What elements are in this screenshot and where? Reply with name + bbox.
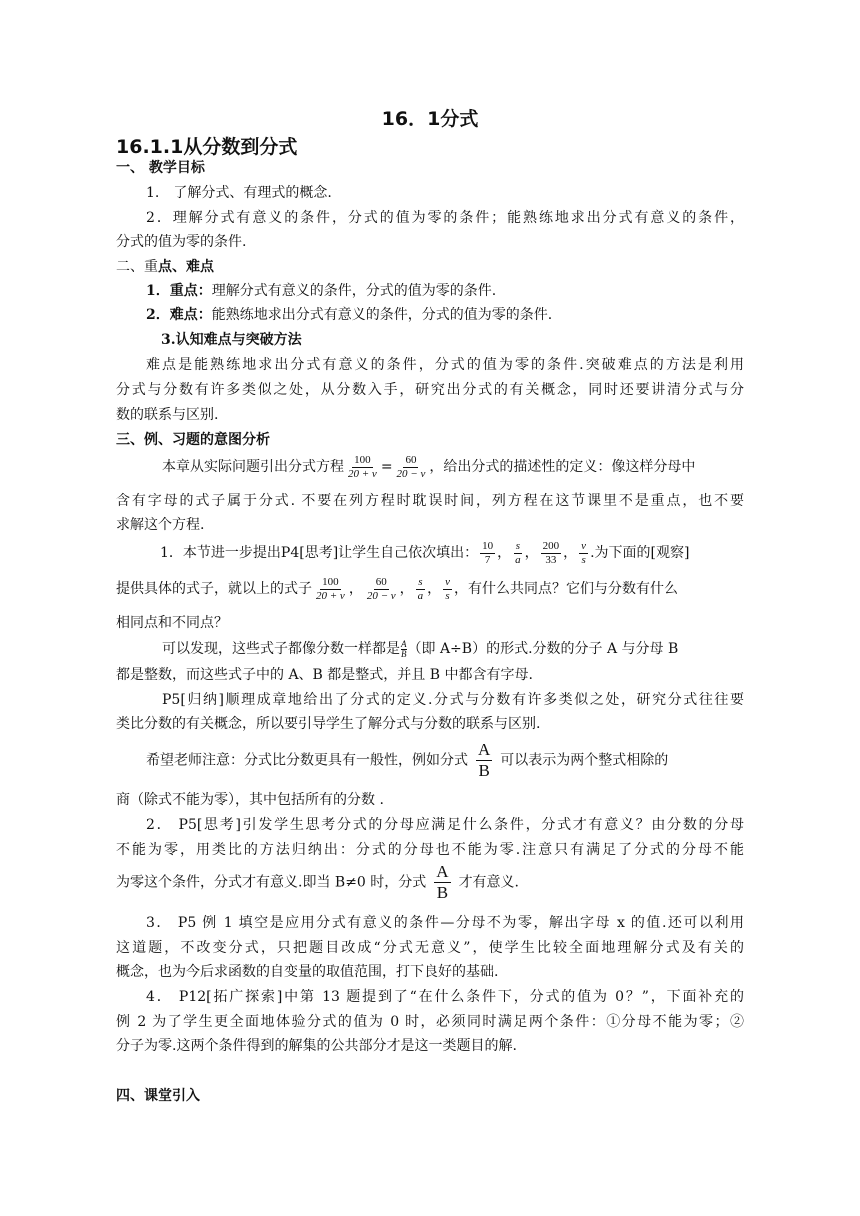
fraction-denominator: 20 + v	[316, 589, 345, 602]
objective-item-2-line-2: 分式的值为零的条件.	[116, 234, 247, 250]
keypoint-paragraph-3-line-2: 分式与分数有许多类似之处，从分数入手，研究出分式的有关概念，同时还要讲清分式与分	[116, 382, 744, 398]
fraction-denominator: 7	[484, 553, 491, 566]
section-heading-keypoints-part-2: 点、难点	[158, 259, 214, 275]
analysis-p6-line-1: 3． P5 例 1 填空是应用分式有意义的条件—分母不为零，解出字母 x 的值.还可以利用	[146, 915, 744, 931]
analysis-p7-line-3: 分子为零.这两个条件得到的解集的公共部分才是这一类题目的解.	[116, 1038, 517, 1054]
analysis-p5-text-1: 为零这个条件，分式才有意义.即当 B≠0 时，分式	[116, 874, 427, 891]
fraction-denominator: a	[417, 589, 424, 602]
fraction-numerator: A	[478, 740, 491, 759]
fill-fraction-4	[579, 540, 588, 567]
fraction-numerator: 60	[405, 453, 417, 466]
analysis-p7-line-2: 例 2 为了学生更全面地体验分式的值为 0 时，必须同时满足两个条件：①分母不能为零；②	[116, 1014, 744, 1030]
section-subtitle: 16.1.1从分数到分式	[116, 136, 298, 158]
fraction-numerator: A	[436, 862, 449, 881]
equation-fraction-right	[395, 454, 428, 481]
analysis-p5-line-2: 不能为零，用类比的方法归纳出：分式的分母也不能为零.注意只有满足了分式的分母不能	[116, 842, 744, 858]
fraction-numerator: v	[445, 575, 451, 588]
fraction-denominator: B	[436, 883, 449, 902]
fraction-numerator: 200	[542, 539, 560, 552]
analysis-p2-text-1: 可以发现，这些式子都像分数一样都是	[162, 641, 400, 657]
section-heading-objectives: 一、 教学目标	[116, 160, 205, 176]
fraction-numerator: v	[581, 539, 587, 552]
page-title: 16．1分式	[381, 108, 479, 130]
analysis-intro-text-1: 本章从实际问题引出分式方程	[162, 459, 344, 475]
analysis-p1-text-4: ，有什么共同点？它们与分数有什么	[454, 581, 679, 597]
keypoint-text-2: 能熟练地求出分式有意义的条件，分式的值为零的条件.	[211, 307, 553, 323]
keypoint-paragraph-3-line-3: 数的联系与区别.	[116, 407, 219, 423]
example-fraction-1	[314, 576, 347, 603]
analysis-p6-line-3: 概念，也为今后求函数的自变量的取值范围，打下良好的基础.	[116, 964, 499, 980]
objective-item-1: 1. 了解分式、有理式的概念.	[146, 185, 332, 201]
analysis-p1-line-2: 提供具体的式子，就以上的式子 $\frac{100}{20 + v}$ ， $\frac{60}{20 - v}$ ， $\frac{s}{a}$ ， $\frac{v}{s}$ ，有什么共同点？它们与分数有什么	[116, 575, 679, 602]
fill-fraction-3	[541, 540, 562, 567]
fraction-denominator: B	[478, 761, 490, 780]
fraction-denominator: B	[401, 648, 407, 659]
fraction-numerator: 60	[375, 575, 387, 588]
analysis-intro-line-2: 含有字母的式子属于分式. 不要在列方程时耽误时间，列方程在这节课里不是重点，也不要	[116, 493, 744, 509]
analysis-p4-line-1	[146, 740, 744, 781]
analysis-intro-text-2: ，给出分式的描述性的定义：像这样分母中	[429, 459, 696, 475]
fill-fraction-1	[480, 540, 495, 567]
analysis-p5-line-1: 2． P5[思考]引发学生思考分式的分母应满足什么条件，分式才有意义？由分数的分母	[146, 817, 744, 833]
analysis-p1-text-2: .为下面的[观察]	[590, 545, 690, 561]
fraction-numerator: 10	[482, 539, 494, 552]
keypoint-heading-3: 3.认知难点与突破方法	[161, 332, 302, 348]
section-heading-keypoints-part-1: 二、重	[116, 259, 158, 275]
keypoint-label-2: 2．难点：	[146, 307, 212, 323]
example-fraction-3	[416, 576, 426, 603]
fraction-denominator: 20 + v	[348, 467, 377, 480]
ab-fraction-large	[476, 740, 492, 781]
analysis-p1-line-3: 相同点和不同点？	[116, 615, 228, 631]
keypoint-label-1: 1．重点：	[146, 283, 212, 299]
keypoint-item-2	[146, 305, 744, 325]
analysis-p1-text-1: 1．本节进一步提出P4[思考]让学生自己依次填出：	[160, 545, 479, 561]
analysis-p4-text-2: 可以表示为两个整式相除的	[500, 752, 669, 769]
fraction-denominator: 20 − v	[366, 589, 396, 602]
analysis-p2-line-1	[162, 636, 760, 662]
section-heading-analysis: 三、例、习题的意图分析	[116, 432, 270, 448]
section-heading-keypoints	[116, 257, 744, 277]
fraction-denominator: a	[515, 553, 521, 566]
fraction-numerator: s	[418, 575, 423, 588]
fraction-numerator: s	[515, 539, 521, 552]
fraction-numerator: 100	[322, 575, 339, 588]
analysis-p6-line-2: 这道题，不改变分式，只把题目改成“分式无意义”，使学生比较全面地理解分式及有关的	[116, 940, 744, 956]
fraction-denominator: s	[581, 553, 586, 566]
analysis-p3-line-1: P5[归纳]顺理成章地给出了分式的定义.分式与分数有许多类似之处，研究分式往往要	[162, 692, 744, 708]
keypoint-item-1	[146, 281, 744, 301]
analysis-p3-line-2: 类比分数的有关概念，所以要引导学生了解分式与分数的联系与区别.	[116, 716, 541, 732]
analysis-p2-text-2: （即 A÷B）的形式.分数的分子 A 与分母 B	[407, 641, 679, 657]
fraction-denominator: s	[445, 589, 450, 602]
analysis-p4-text-1: 希望老师注意：分式比分数更具有一般性，例如分式	[146, 752, 468, 769]
equals-sign: =	[380, 459, 393, 475]
objective-item-2-line-1: 2．理解分式有意义的条件，分式的值为零的条件；能熟练地求出分式有意义的条件，	[146, 210, 744, 226]
analysis-p1-line-1: 1．本节进一步提出P4[思考]让学生自己依次填出： $\frac{10}{7}$ ， $\frac{s}{a}$ ， $\frac{200}{33}$ ， $\frac{v}{s}$ .为下面的[观察]	[160, 539, 690, 566]
analysis-intro-line-1	[162, 450, 760, 484]
analysis-p2-line-2: 都是整数，而这些式子中的 A、B 都是整式，并且 B 中都含有字母.	[116, 667, 533, 683]
fraction-denominator: 33	[545, 553, 557, 566]
analysis-intro-line-3: 求解这个方程.	[116, 517, 205, 533]
fill-fraction-2	[513, 540, 523, 567]
analysis-p7-line-1: 4． P12[拓广探索]中第 13 题提到了“在什么条件下，分式的值为 0？”，下面补充的	[146, 989, 744, 1005]
analysis-p4-line-2: 商（除式不能为零），其中包括所有的分数 .	[116, 792, 384, 808]
ab-fraction-large	[434, 862, 450, 903]
example-fraction-4	[443, 576, 452, 603]
ab-fraction-small	[401, 640, 407, 659]
analysis-p5-text-2: 才有意义.	[458, 874, 520, 891]
equation-fraction-left	[346, 454, 379, 481]
section-heading-intro: 四、课堂引入	[116, 1088, 200, 1104]
fraction-numerator: A	[401, 638, 407, 649]
keypoint-paragraph-3-line-1: 难点是能熟练地求出分式有意义的条件，分式的值为零的条件.突破难点的方法是利用	[146, 357, 744, 373]
analysis-p1-text-3: 提供具体的式子，就以上的式子	[116, 581, 312, 597]
fraction-denominator: 20 − v	[396, 467, 426, 480]
example-fraction-2	[365, 576, 398, 603]
keypoint-text-1: 理解分式有意义的条件，分式的值为零的条件.	[211, 283, 497, 299]
analysis-p5-line-3	[116, 862, 744, 903]
fraction-numerator: 100	[354, 453, 371, 466]
